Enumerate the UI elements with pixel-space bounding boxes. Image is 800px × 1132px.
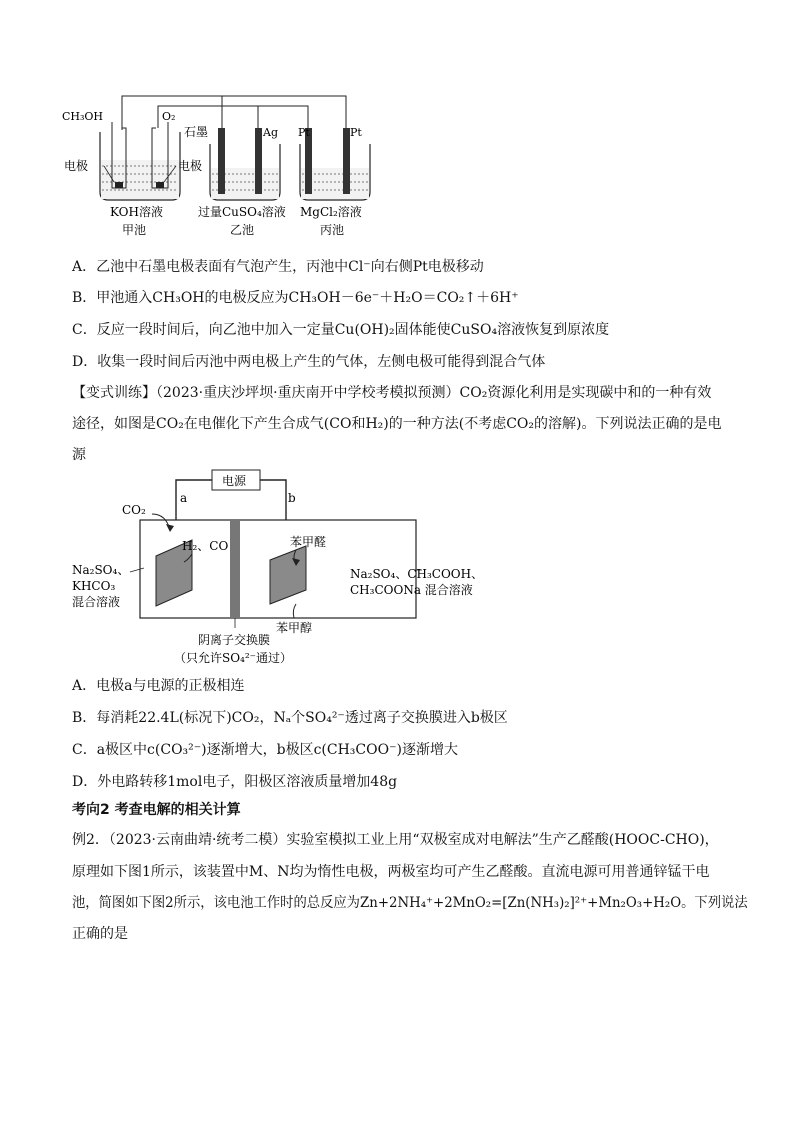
wire-inner (158, 106, 308, 128)
label-benzaldehyde: 苯甲醛 (290, 535, 327, 549)
q1-option-d: D．收集一段时间后丙池中两电极上产生的气体，左侧电极可能得到混合气体 (72, 354, 546, 370)
label-benzyl-alcohol: 苯甲醇 (276, 621, 313, 635)
example2-line-1: 例2．（2023·云南曲靖·统考二模）实验室模拟工业上用“双极室成对电解法”生产乙醛酸(HOOC-CHO)， (72, 832, 719, 848)
electrochem-cells-figure (60, 92, 390, 247)
example2-line-4: 正确的是 (72, 926, 128, 942)
label-membrane-2: （只允许SO₄²⁻通过） (174, 651, 293, 665)
graphite-electrode (218, 128, 225, 194)
label-cell-b-solution: 过量CuSO₄溶液 (198, 205, 286, 219)
example2-line-3: 池，简图如下图2所示，该电池工作时的总反应为Zn+2NH₄⁺+2MnO₂=[Zn(NH₃)₂]²⁺+Mn₂O₃+H₂O。下列说法 (72, 895, 748, 911)
q1-option-b: B．甲池通入CH₃OH的电极反应为CH₃OH－6e⁻＋H₂O＝CO₂↑＋6H⁺ (72, 290, 519, 306)
label-pt-left: Pt (298, 126, 310, 139)
q2-option-a: A．电极a与电源的正极相连 (72, 678, 245, 694)
label-b: b (288, 491, 296, 505)
label-cell-a-solution: KOH溶液 (110, 205, 163, 219)
label-co2: CO₂ (122, 503, 146, 517)
label-left-solution-1: Na₂SO₄、 (72, 563, 130, 577)
wire-outer (122, 96, 346, 130)
label-electrode-right: 电极 (178, 159, 203, 173)
label-power: 电源 (222, 474, 247, 488)
label-products: H₂、CO (182, 539, 229, 553)
label-ag: Ag (263, 126, 278, 139)
pt-right-electrode (343, 128, 350, 194)
example2-line-2: 原理如下图1所示，该装置中M、N均为惰性电极，两极室均可产生乙醛酸。直流电源可用普通锌锰干电 (72, 864, 710, 880)
label-cell-b-name: 乙池 (230, 223, 255, 237)
electrode-a-left (115, 182, 123, 188)
q2-option-d: D．外电路转移1mol电子，阳极区溶液质量增加48g (72, 774, 398, 790)
q2-option-b: B．每消耗22.4L(标况下)CO₂，Nₐ个SO₄²⁻透过离子交换膜进入b极区 (72, 710, 508, 726)
variant-line-1: 【变式训练】（2023·重庆沙坪坝·重庆南开中学校考模拟预测）CO₂资源化利用是实现碳中和的一种有效 (72, 385, 712, 401)
label-cell-c-solution: MgCl₂溶液 (300, 205, 362, 219)
label-graphite: 石墨 (184, 125, 209, 139)
q1-option-a: A．乙池中石墨电极表面有气泡产生，丙池中Cl⁻向右侧Pt电极移动 (72, 259, 484, 275)
ag-electrode (255, 128, 262, 194)
q1-option-c: C．反应一段时间后，向乙池中加入一定量Cu(OH)₂固体能使CuSO₄溶液恢复到原浓度 (72, 322, 610, 338)
label-a: a (180, 491, 188, 505)
label-electrode-left: 电极 (64, 159, 89, 173)
co2-electrolysis-figure (70, 468, 540, 666)
variant-line-2: 途径，如图是CO₂在电催化下产生合成气(CO和H₂)的一种方法(不考虑CO₂的溶解)。下列说法正确的是电 (72, 416, 722, 432)
label-cell-a-name: 甲池 (122, 223, 147, 237)
anion-exchange-membrane (230, 520, 240, 618)
label-pt-right: Pt (350, 126, 362, 139)
label-ch3oh: CH₃OH (62, 110, 104, 123)
label-right-solution-1: Na₂SO₄、CH₃COOH、 (350, 567, 484, 581)
label-cell-c-name: 丙池 (320, 223, 345, 237)
label-left-solution-3: 混合溶液 (72, 595, 121, 609)
q2-option-c: C．a极区中c(CO₃²⁻)逐渐增大，b极区c(CH₃COO⁻)逐渐增大 (72, 742, 458, 758)
label-o2: O₂ (162, 110, 176, 123)
label-right-solution-2: CH₃COONa 混合溶液 (350, 583, 473, 597)
variant-line-3: 源 (72, 447, 86, 463)
electrode-a-right (156, 182, 164, 188)
label-membrane-1: 阴离子交换膜 (198, 633, 271, 647)
section-heading: 考向2 考查电解的相关计算 (72, 802, 241, 818)
label-left-solution-2: KHCO₃ (72, 579, 116, 593)
